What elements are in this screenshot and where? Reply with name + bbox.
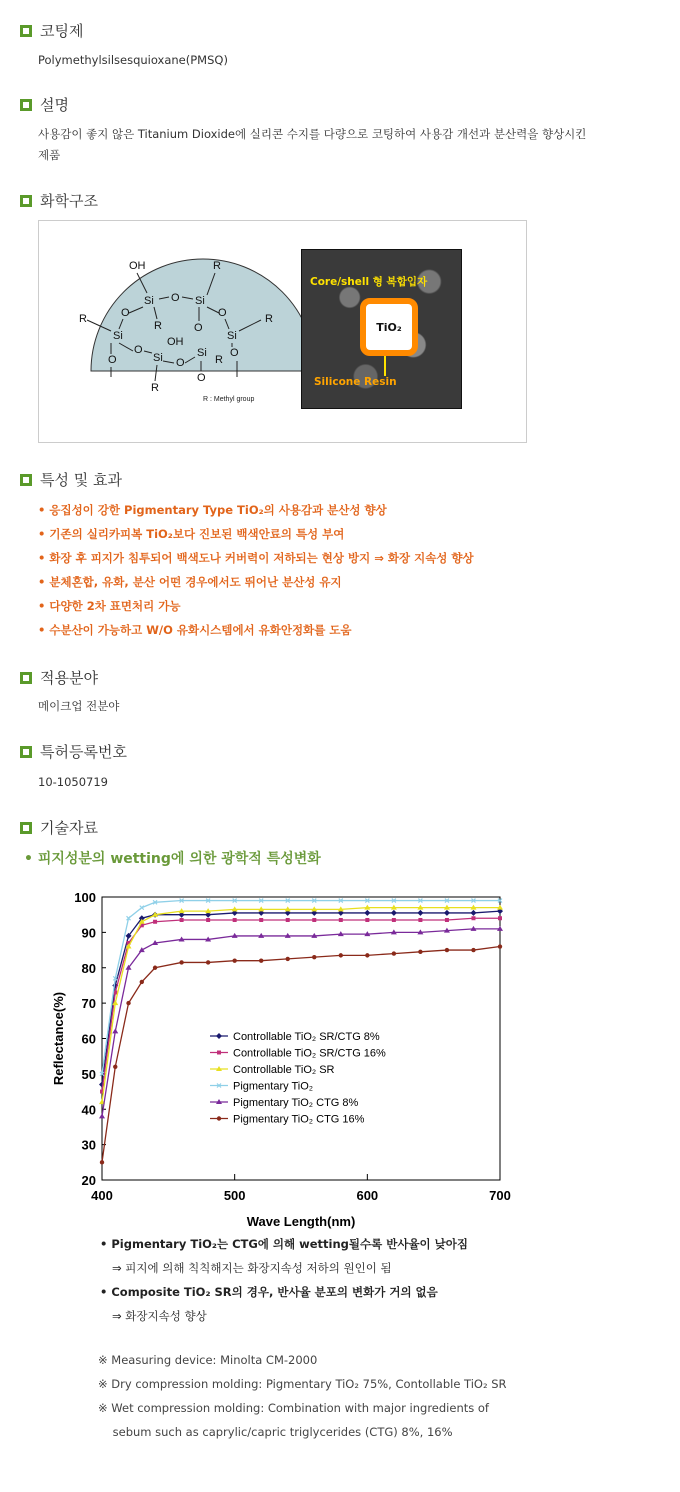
photo-title: Core/shell 형 복합입자 xyxy=(310,276,428,288)
photo-tio2-label: TiO₂ xyxy=(376,320,402,334)
legend-entry: Pigmentary TiO₂ CTG 8% xyxy=(233,1097,359,1109)
data-point xyxy=(418,950,422,954)
svg-text:R : Methyl group: R : Methyl group xyxy=(203,396,255,403)
feature-item: • 다양한 2차 표면처리 가능 xyxy=(38,594,474,618)
data-point xyxy=(365,953,369,957)
data-point xyxy=(339,918,343,922)
section-title: 특허등록번호 xyxy=(40,743,127,761)
square-bullet-icon xyxy=(20,25,32,37)
y-tick-label: 20 xyxy=(81,1173,96,1188)
svg-text:O: O xyxy=(197,372,206,384)
svg-text:O: O xyxy=(218,307,227,319)
measurement-line: ※ Dry compression molding: Pigmentary TiO₂ 75%, Contollable TiO₂ SR xyxy=(98,1377,507,1391)
core-shell-outline xyxy=(360,298,418,356)
svg-text:O: O xyxy=(134,344,143,356)
data-point xyxy=(140,980,144,984)
coating-text: Polymethylsilsesquioxane(PMSQ) xyxy=(38,53,228,67)
svg-text:R: R xyxy=(265,313,273,325)
y-tick-label: 60 xyxy=(81,1031,96,1047)
square-bullet-icon xyxy=(20,822,32,834)
arrow-up-icon xyxy=(384,356,386,376)
feature-item: • 응집성이 강한 Pigmentary Type TiO₂의 사용감과 분산성 향상 xyxy=(38,498,474,522)
square-bullet-icon xyxy=(20,99,32,111)
description-line-1: 사용감이 좋지 않은 Titanium Dioxide에 실리콘 수지를 다량으로 코팅하여 사용감 개선과 분산력을 향상시킨 xyxy=(38,127,587,141)
svg-text:Si: Si xyxy=(113,330,123,342)
data-point xyxy=(286,918,290,922)
reflectance-chart xyxy=(0,875,680,1235)
section-title: 적용분야 xyxy=(40,669,98,687)
data-point xyxy=(232,958,236,962)
legend-entry: Controllable TiO₂ SR xyxy=(233,1064,335,1076)
description-line-2: 제품 xyxy=(38,148,61,162)
feature-item: • 화장 후 피지가 침투되어 백색도나 커버력이 저하되는 현상 방지 ⇒ 화장 지속성 향상 xyxy=(38,546,474,570)
legend-entry: Pigmentary TiO₂ xyxy=(233,1080,314,1093)
section-header-description xyxy=(20,94,69,115)
section-title: 설명 xyxy=(40,96,69,114)
feature-item: • 기존의 실리카피복 TiO₂보다 진보된 백색안료의 특성 부여 xyxy=(38,522,474,546)
data-point xyxy=(312,918,316,922)
section-header-patent xyxy=(20,741,127,762)
note-sub: ⇒ 화장지속성 향상 xyxy=(112,1309,207,1323)
data-point xyxy=(206,960,210,964)
description-text xyxy=(38,124,586,166)
svg-text:Si: Si xyxy=(153,352,163,364)
data-point xyxy=(498,916,502,920)
feature-item: • 수분산이 가능하고 W/O 유화시스템에서 유화안정화를 도움 xyxy=(38,618,474,642)
svg-text:OH: OH xyxy=(167,336,184,348)
data-point xyxy=(498,944,502,948)
legend-entry: Controllable TiO₂ SR/CTG 16% xyxy=(233,1047,386,1060)
note-main: • Pigmentary TiO₂는 CTG에 의해 wetting될수록 반사율이 낮아짐 xyxy=(100,1237,468,1251)
svg-text:O: O xyxy=(194,322,203,334)
structure-figure-box xyxy=(38,220,527,443)
svg-text:Si: Si xyxy=(227,330,237,342)
data-point xyxy=(364,910,370,916)
data-point xyxy=(259,918,263,922)
legend-marker xyxy=(216,1033,222,1039)
svg-text:O: O xyxy=(121,307,130,319)
x-axis-label: Wave Length(nm) xyxy=(246,1214,356,1229)
data-point xyxy=(470,910,476,916)
measurement-notes xyxy=(98,1348,507,1444)
data-point xyxy=(418,918,422,922)
y-tick-label: 90 xyxy=(81,925,96,941)
square-bullet-icon xyxy=(20,746,32,758)
data-point xyxy=(392,951,396,955)
section-header-application xyxy=(20,667,98,688)
y-tick-label: 80 xyxy=(81,960,96,976)
data-point xyxy=(392,918,396,922)
svg-text:Si: Si xyxy=(197,347,207,359)
data-point xyxy=(99,1113,105,1118)
x-tick-label: 600 xyxy=(356,1188,379,1203)
section-header-structure xyxy=(20,190,98,211)
photo-resin-label: Silicone Resin xyxy=(314,376,397,388)
sem-photo xyxy=(301,249,462,409)
chart-subtitle: • 피지성분의 wetting에 의한 광학적 특성변화 xyxy=(24,851,321,867)
svg-text:O: O xyxy=(176,357,185,369)
measurement-line: ※ Wet compression molding: Combination with major ingredients of xyxy=(98,1401,489,1415)
data-point xyxy=(365,918,369,922)
x-tick-label: 500 xyxy=(223,1188,246,1203)
data-point xyxy=(445,948,449,952)
data-point xyxy=(445,918,449,922)
legend-entry: Controllable TiO₂ SR/CTG 8% xyxy=(233,1031,380,1043)
data-point xyxy=(180,918,184,922)
section-title: 기술자료 xyxy=(40,819,98,837)
y-tick-label: 100 xyxy=(74,890,96,905)
data-point xyxy=(113,1065,117,1069)
svg-text:O: O xyxy=(108,354,117,366)
measurement-line: ※ Measuring device: Minolta CM-2000 xyxy=(98,1353,318,1367)
section-title: 코팅제 xyxy=(40,22,84,40)
y-tick-label: 30 xyxy=(81,1137,96,1153)
y-tick-label: 40 xyxy=(81,1102,96,1118)
data-point xyxy=(339,953,343,957)
legend-entry: Pigmentary TiO₂ CTG 16% xyxy=(233,1113,365,1126)
data-point xyxy=(112,1028,118,1033)
x-tick-label: 700 xyxy=(489,1188,511,1203)
data-point xyxy=(153,920,157,924)
note-main: • Composite TiO₂ SR의 경우, 반사율 분포의 변화가 거의 없음 xyxy=(100,1285,438,1299)
application-text: 메이크업 전분야 xyxy=(38,699,120,713)
section-header-features xyxy=(20,469,122,490)
data-point xyxy=(259,958,263,962)
data-point xyxy=(126,1001,130,1005)
svg-text:R: R xyxy=(215,354,223,366)
square-bullet-icon xyxy=(20,195,32,207)
measurement-line: sebum such as caprylic/capric triglycerides (CTG) 8%, 16% xyxy=(98,1425,453,1439)
chart-notes xyxy=(100,1232,468,1328)
feature-item: • 분체혼합, 유화, 분산 어떤 경우에서도 뛰어난 분산성 유지 xyxy=(38,570,474,594)
data-point xyxy=(391,910,397,916)
data-point xyxy=(471,948,475,952)
section-header-tech xyxy=(20,817,98,838)
x-tick-label: 400 xyxy=(91,1188,113,1203)
svg-text:R: R xyxy=(154,320,162,332)
y-axis-label: Reflectance(%) xyxy=(51,991,66,1086)
features-list xyxy=(38,498,474,642)
data-point xyxy=(206,918,210,922)
data-point xyxy=(179,960,183,964)
data-point xyxy=(100,1160,104,1164)
data-point xyxy=(286,957,290,961)
y-tick-label: 70 xyxy=(81,996,96,1012)
svg-text:O: O xyxy=(230,347,239,359)
svg-text:Si: Si xyxy=(144,295,154,307)
data-point xyxy=(417,910,423,916)
legend-marker xyxy=(217,1116,221,1120)
svg-text:R: R xyxy=(151,382,159,394)
section-title: 화학구조 xyxy=(40,192,98,210)
note-sub: ⇒ 피지에 의해 칙칙해지는 화장지속성 저하의 원인이 됨 xyxy=(112,1261,392,1275)
legend-marker xyxy=(217,1051,221,1055)
data-point xyxy=(312,955,316,959)
section-header-coating xyxy=(20,20,83,41)
square-bullet-icon xyxy=(20,474,32,486)
data-point xyxy=(153,966,157,970)
data-point xyxy=(233,918,237,922)
square-bullet-icon xyxy=(20,672,32,684)
data-point xyxy=(444,910,450,916)
data-point xyxy=(471,916,475,920)
svg-text:OH: OH xyxy=(129,260,146,272)
y-tick-label: 50 xyxy=(81,1066,96,1082)
patent-number: 10-1050719 xyxy=(38,775,108,789)
svg-text:O: O xyxy=(171,292,180,304)
svg-text:Si: Si xyxy=(195,295,205,307)
svg-text:R: R xyxy=(79,313,87,325)
svg-text:R: R xyxy=(213,260,221,272)
section-title: 특성 및 효과 xyxy=(40,471,122,489)
